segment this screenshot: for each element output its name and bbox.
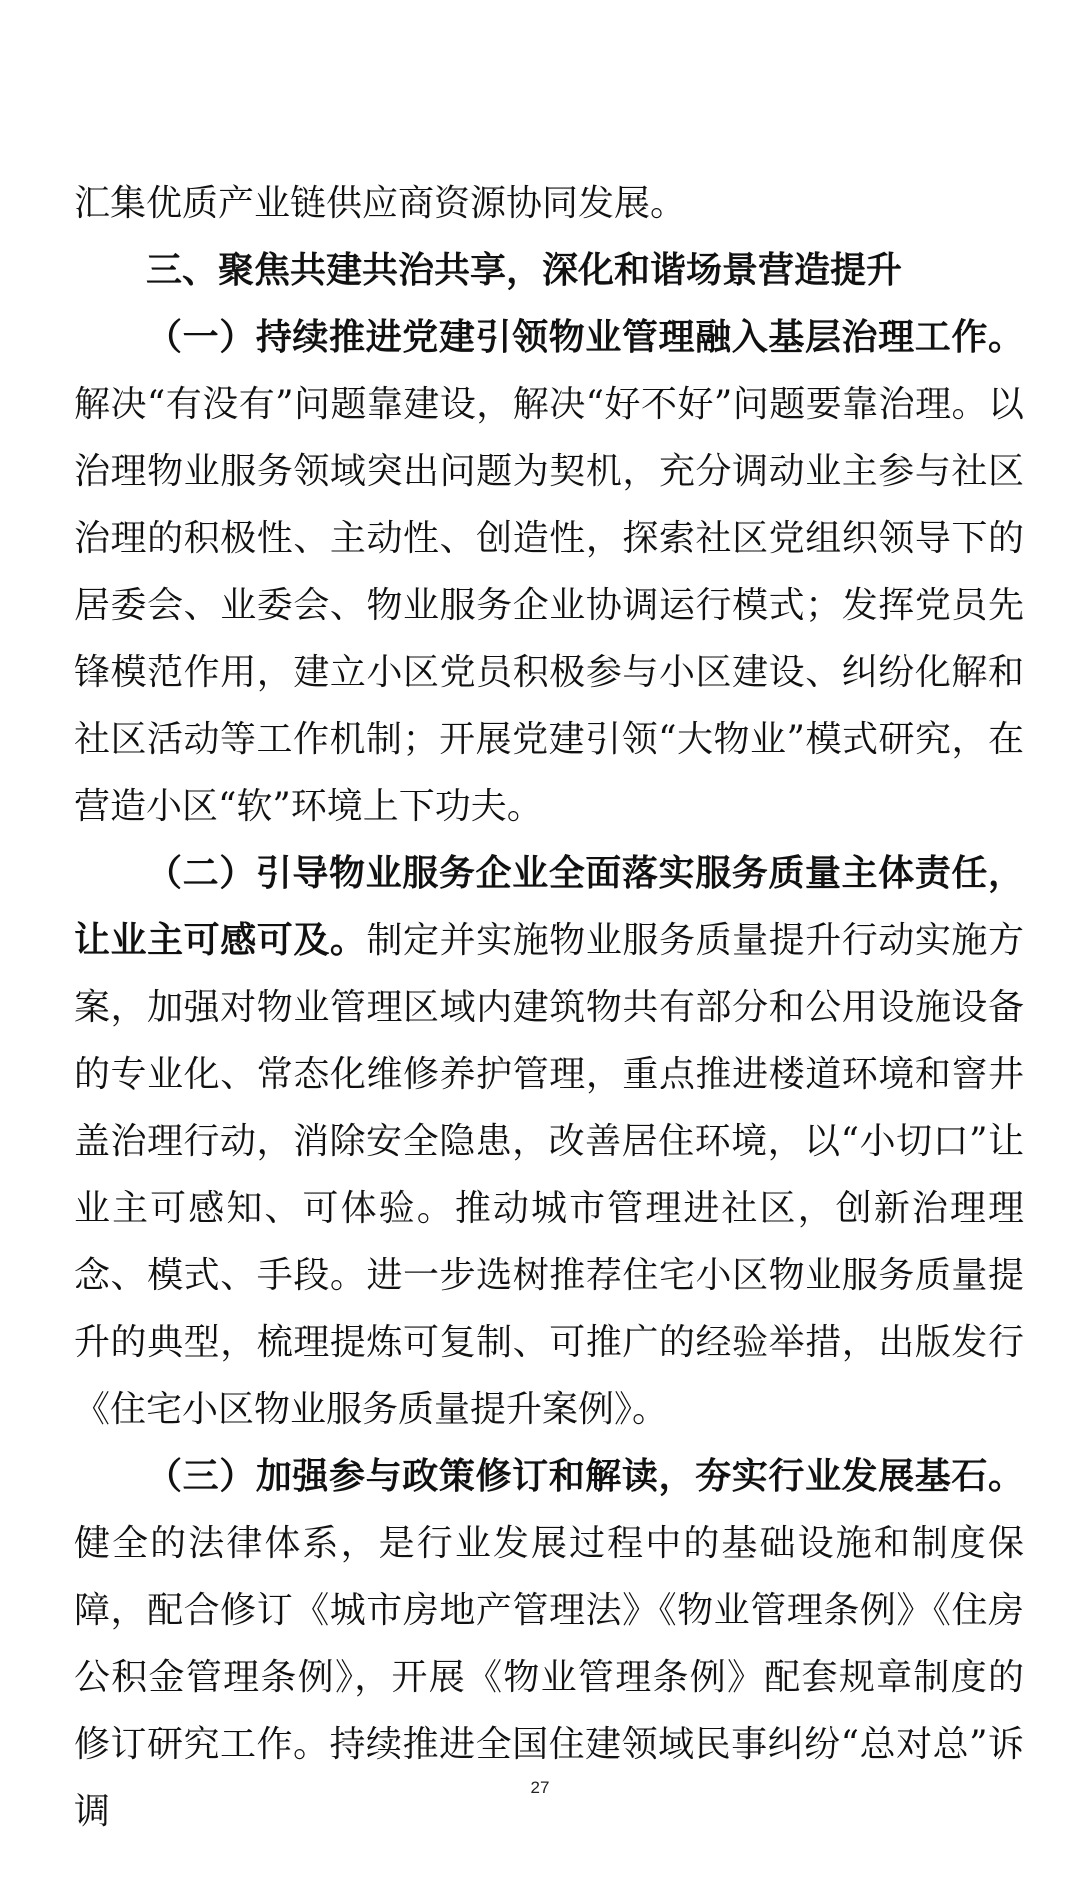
item-body-1: 解决“有没有”问题靠建设，解决“好不好”问题要靠治理。以治理物业服务领域突出问题为契机，充分调动业主参与社区治理的积极性、主动性、创造性，探索社区党组织领导下的居委会、业委会、物业服务企业协调运行模式；发挥党员先锋模范作用，建立小区党员积极参与小区建设、纠纷化解和社区活动等工作机制；开展党建引领“大物业”模式研究，在营造小区“软”环境上下功夫。 bbox=[74, 384, 1024, 827]
section-heading: 三、聚焦共建共治共享，深化和谐场景营造提升 bbox=[146, 250, 903, 291]
item-paragraph-1 bbox=[74, 304, 1024, 840]
item-title-3: （三）加强参与政策修订和解读，夯实行业发展基石。 bbox=[146, 1455, 1024, 1497]
continuation-paragraph: 汇集优质产业链供应商资源协同发展。 bbox=[74, 183, 687, 224]
document-body bbox=[74, 170, 1024, 1845]
item-paragraph-2 bbox=[74, 840, 1024, 1443]
item-title-1: （一）持续推进党建引领物业管理融入基层治理工作。 bbox=[146, 316, 1024, 358]
item-body-2: 制定并实施物业服务质量提升行动实施方案，加强对物业管理区域内建筑物共有部分和公用设施设备的专业化、常态化维修养护管理，重点推进楼道环境和窨井盖治理行动，消除安全隐患，改善居住环境，以“小切口”让业主可感知、可体验。推动城市管理进社区，创新治理理念、模式、手段。进一步选树推荐住宅小区物业服务质量提升的典型，梳理提炼可复制、可推广的经验举措，出版发行《住宅小区物业服务质量提升案例》。 bbox=[74, 920, 1024, 1430]
item-title-2: （二）引导物业服务企业全面落实服务质量主体责任，让业主可感可及。 bbox=[74, 852, 1024, 961]
item-body-3: 健全的法律体系，是行业发展过程中的基础设施和制度保障，配合修订《城市房地产管理法》《物业管理条例》《住房公积金管理条例》，开展《物业管理条例》配套规章制度的修订研究工作。持续推进全国住建领域民事纠纷“总对总”诉调 bbox=[74, 1523, 1024, 1832]
page-number: 27 bbox=[530, 1778, 550, 1797]
